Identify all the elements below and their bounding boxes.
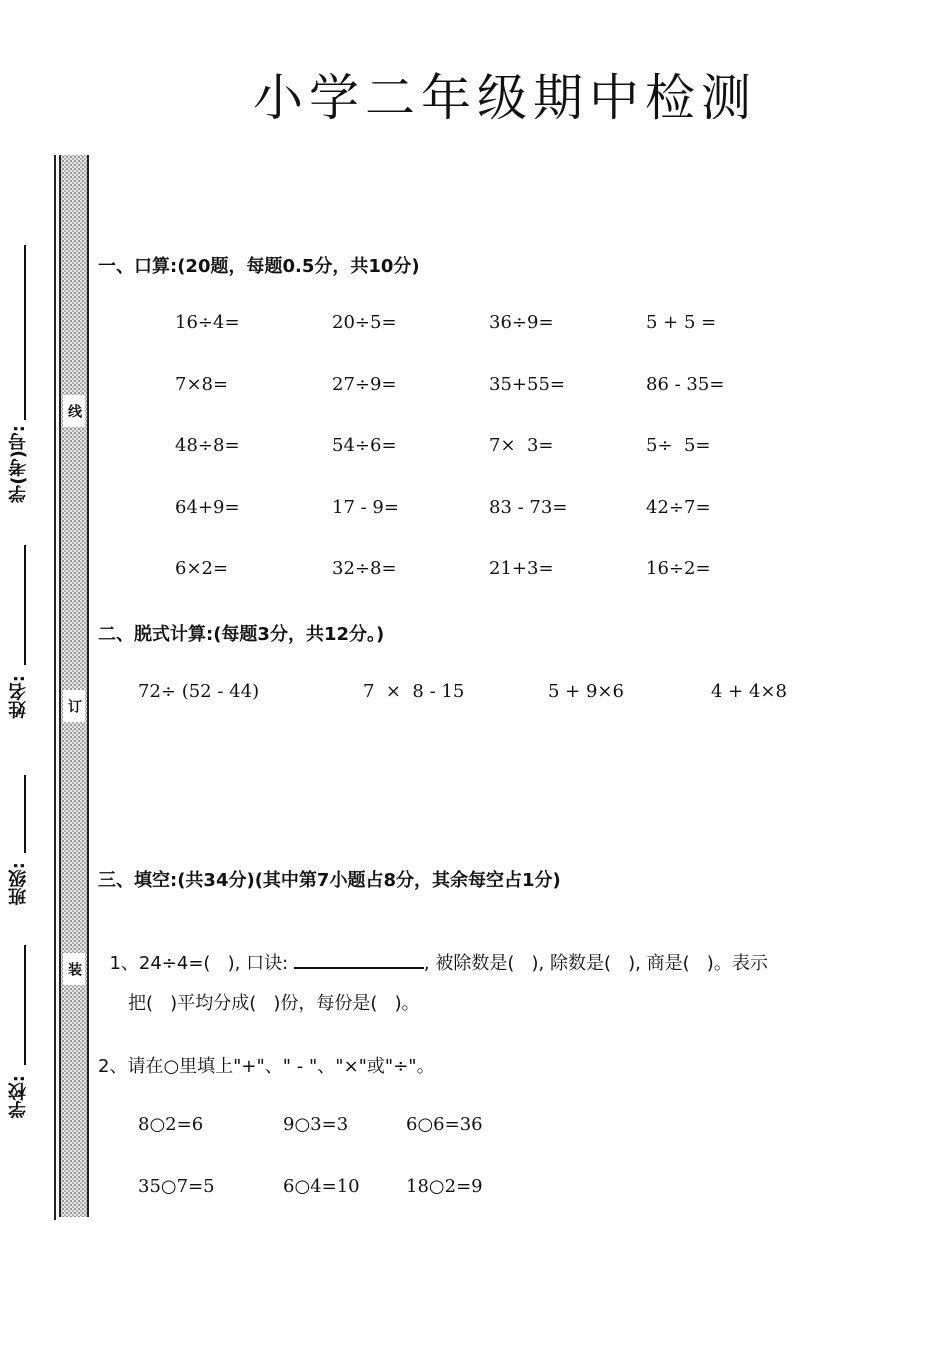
oral-item: 5÷ 5= — [646, 435, 711, 456]
operator-row — [138, 1114, 483, 1135]
calc-item: 4 + 4×8 — [711, 681, 787, 702]
student-no-label: 学(考)号: — [8, 425, 29, 503]
school-label: 学校: — [8, 1075, 29, 1119]
name-label: 姓名: — [8, 675, 29, 719]
oral-item: 5 + 5 = — [646, 312, 717, 333]
oral-item: 32÷8= — [332, 558, 397, 579]
oral-item: 83 - 73= — [489, 496, 568, 518]
oral-item: 6×2= — [175, 558, 229, 579]
oral-row — [175, 558, 815, 620]
oral-row — [175, 312, 815, 374]
oral-item: 48÷8= — [175, 435, 240, 456]
operator-item: 6○4=10 — [283, 1176, 360, 1197]
name-line — [24, 545, 26, 665]
binding-outer-rule — [54, 155, 56, 1220]
oral-row — [175, 374, 815, 436]
oral-item: 64+9= — [175, 496, 240, 518]
stepwise-calc-row — [138, 681, 787, 702]
binding-word-bind: 订 — [63, 690, 85, 722]
oral-item: 7× 3= — [489, 435, 554, 456]
student-no-line — [24, 245, 26, 420]
operator-item: 8○2=6 — [138, 1114, 204, 1135]
oral-item: 16÷4= — [175, 312, 240, 333]
oral-item: 17 - 9= — [332, 496, 399, 518]
oral-calc-grid — [175, 312, 815, 620]
class-line — [24, 775, 26, 853]
class-label: 班级: — [8, 862, 29, 906]
question2-text: 2、请在○里填上"+"、" - "、"×"或"÷"。 — [98, 1056, 435, 1077]
oral-item: 42÷7= — [646, 496, 711, 518]
oral-item: 16÷2= — [646, 558, 711, 579]
question1-line2: 把( )平均分成( )份，每份是( )。 — [128, 993, 420, 1014]
section3-heading: 三、填空:(共34分)(其中第7小题占8分，其余每空占1分) — [98, 870, 561, 891]
operator-row — [138, 1176, 483, 1197]
question1-text-b: , 被除数是( ), 除数是( ), 商是( )。表示 — [423, 953, 768, 974]
binding-strip — [59, 155, 89, 1217]
question1-text-a: 1、24÷4=( ), 口诀: — [109, 953, 294, 974]
school-line — [24, 945, 26, 1065]
oral-item: 86 - 35= — [646, 373, 725, 395]
calc-item: 5 + 9×6 — [548, 681, 624, 702]
section1-heading: 一、口算:(20题，每题0.5分，共10分) — [98, 256, 420, 277]
oral-item: 27÷9= — [332, 373, 397, 395]
oral-item: 36÷9= — [489, 312, 554, 333]
operator-item: 18○2=9 — [406, 1176, 483, 1197]
operator-item: 9○3=3 — [283, 1114, 349, 1135]
oral-item: 20÷5= — [332, 312, 397, 333]
oral-row — [175, 497, 815, 559]
section2-heading: 二、脱式计算:(每题3分，共12分。) — [98, 624, 385, 645]
oral-item: 54÷6= — [332, 435, 397, 456]
page-title: 小学二年级期中检测 — [253, 69, 757, 127]
oral-item: 35+55= — [489, 373, 565, 395]
calc-item: 7 × 8 - 15 — [363, 681, 465, 702]
answer-blank[interactable] — [294, 949, 424, 969]
oral-item: 7×8= — [175, 373, 229, 395]
question1-line1 — [98, 928, 768, 975]
calc-item: 72÷ (52 - 44) — [138, 681, 260, 702]
oral-item: 21+3= — [489, 558, 554, 579]
binding-word-seal: 装 — [63, 953, 85, 985]
operator-item: 35○7=5 — [138, 1176, 215, 1197]
oral-row — [175, 435, 815, 497]
binding-word-line: 线 — [63, 395, 85, 427]
operator-item: 6○6=36 — [406, 1114, 483, 1135]
